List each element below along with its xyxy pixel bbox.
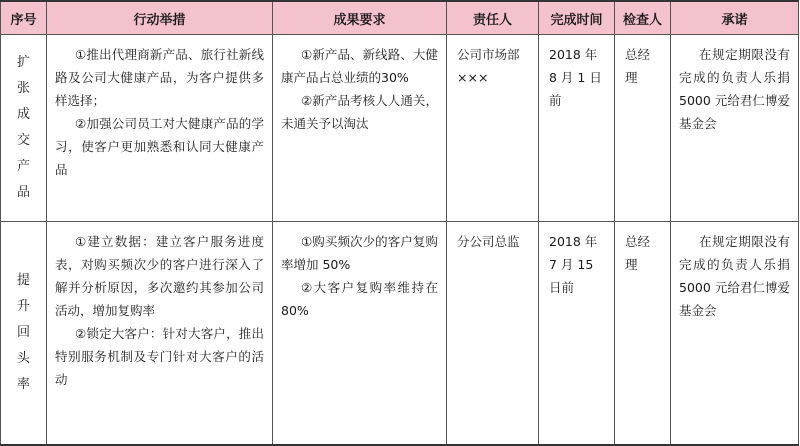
row-index-cell <box>1 222 47 446</box>
promise-text: 在规定期限没有完成的负责人乐捐 5000 元给君仁博爱基金会 <box>679 47 790 131</box>
table-row <box>1 35 799 222</box>
actions-cell <box>47 222 273 446</box>
result-item: ①新产品、新线路、大健康产品占总业绩的30% <box>281 47 438 85</box>
table-header-row <box>1 1 799 35</box>
header-promise: 承诺 <box>671 1 799 35</box>
action-item: ①推出代理商新产品、旅行社新线路及公司大健康产品，为客户提供多样选择； <box>55 47 264 108</box>
deadline-cell: 2018 年 7 月 15 日前 <box>539 222 615 446</box>
deadline-cell: 2018 年 8 月 1 日前 <box>539 35 615 222</box>
header-results: 成果要求 <box>273 1 447 35</box>
results-cell <box>273 222 447 446</box>
inspector-cell: 总经理 <box>615 35 671 222</box>
result-item: ①购买频次少的客户复购率增加 50% <box>281 234 438 272</box>
owner-cell: 公司市场部××× <box>447 35 539 222</box>
header-actions: 行动举措 <box>47 1 273 35</box>
header-inspector: 检查人 <box>615 1 671 35</box>
header-index: 序号 <box>1 1 47 35</box>
inspector-cell: 总经理 <box>615 222 671 446</box>
promise-cell <box>671 35 799 222</box>
owner-cell: 分公司总监 <box>447 222 539 446</box>
header-owner: 责任人 <box>447 1 539 35</box>
actions-cell <box>47 35 273 222</box>
header-deadline: 完成时间 <box>539 1 615 35</box>
action-item: ②锁定大客户：针对大客户，推出特别服务机制及专门针对大客户的活动 <box>55 326 264 387</box>
action-item: ②加强公司员工对大健康产品的学习，使客户更加熟悉和认同大健康产品 <box>55 116 264 177</box>
row-index-label: 提升回头率 <box>16 273 30 392</box>
result-item: ②大客户复购率维持在 80% <box>281 280 438 318</box>
row-index-label: 扩张成交产品 <box>16 55 30 200</box>
action-item: ①建立数据：建立客户服务进度表，对购买频次少的客户进行深入了解并分析原因，多次邀约其参加公司活动，增加复购率 <box>55 234 264 318</box>
results-cell <box>273 35 447 222</box>
promise-text: 在规定期限没有完成的负责人乐捐 5000 元给君仁博爱基金会 <box>679 234 790 318</box>
row-index-cell <box>1 35 47 222</box>
promise-cell <box>671 222 799 446</box>
table-row <box>1 222 799 446</box>
result-item: ②新产品考核人人通关，未通关予以淘汰 <box>281 93 438 131</box>
